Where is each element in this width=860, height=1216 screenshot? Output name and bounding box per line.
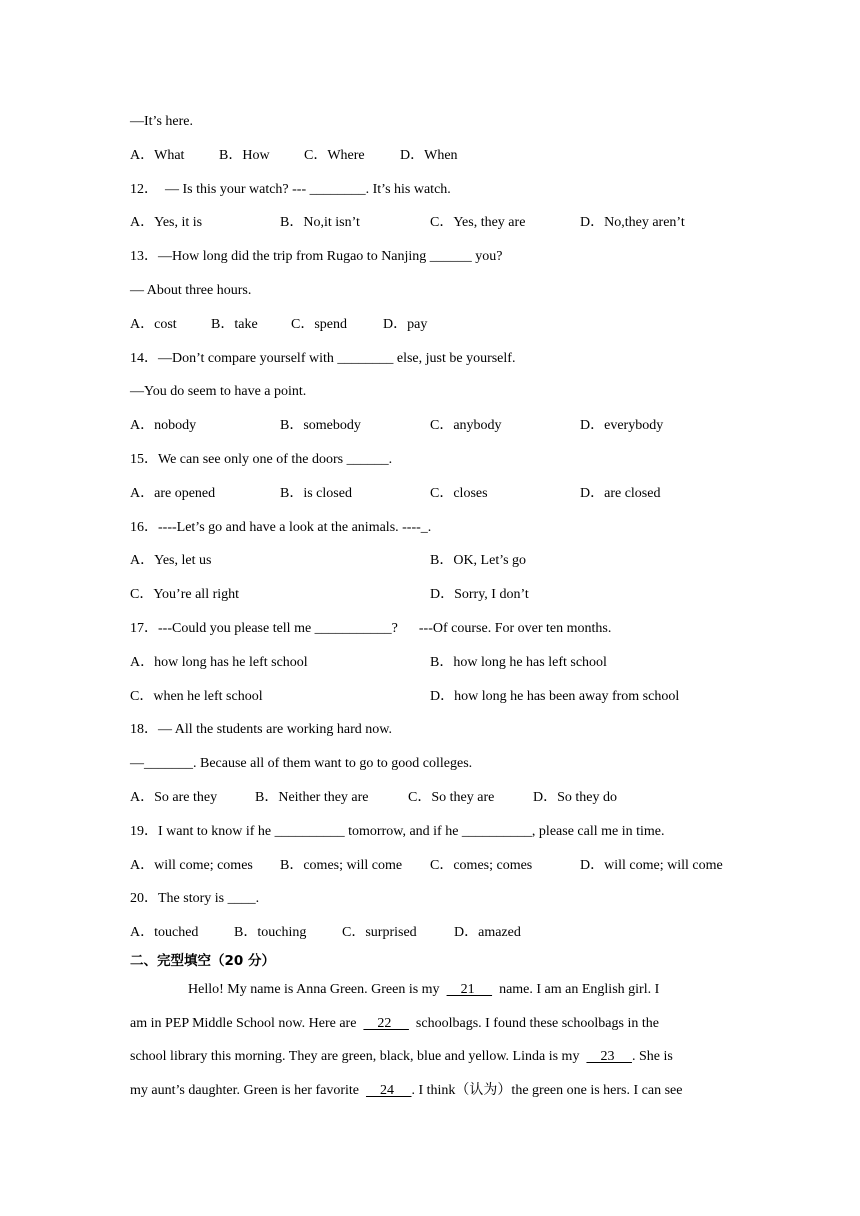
option-a: A．So are they [130, 790, 218, 805]
option-b: B．take [211, 317, 258, 332]
blank-21: 21 [446, 982, 493, 997]
option-a: A．Yes, it is [130, 215, 203, 230]
option-a: A．nobody [130, 418, 197, 433]
question-20-stem: 20．The story is ____. [130, 891, 260, 906]
cloze-text: Hello! My name is Anna Green. Green is my [188, 982, 447, 997]
option-c: C．surprised [342, 925, 417, 940]
option-c: C．comes; comes [430, 858, 533, 873]
option-d: D．are closed [580, 486, 661, 501]
option-a: A．how long has he left school [130, 655, 308, 670]
question-15-stem: 15．We can see only one of the doors ______. [130, 452, 393, 467]
option-a: A．cost [130, 317, 177, 332]
section-title: 二、完型填空（20 分） [130, 953, 275, 969]
option-d: D．So they do [533, 790, 617, 805]
option-a: A．What [130, 148, 185, 163]
option-c: C．when he left school [130, 689, 263, 704]
option-a: A．will come; comes [130, 858, 253, 873]
blank-23: 23 [586, 1049, 632, 1064]
question-18-stem: 18．— All the students are working hard now. [130, 722, 392, 737]
question-13-reply: — About three hours. [130, 283, 252, 298]
cloze-line-4 [130, 1082, 682, 1100]
question-14-stem: 14．—Don’t compare yourself with ________ else, just be yourself. [130, 351, 516, 366]
cloze-text: . She is [631, 1049, 673, 1064]
question-17-stem: 17．---Could you please tell me ___________? ---Of course. For over ten months. [130, 621, 612, 636]
option-d: D．how long he has been away from school [430, 689, 680, 704]
cloze-text: my aunt’s daughter. Green is her favorite [130, 1083, 366, 1098]
option-b: B．is closed [280, 486, 352, 501]
question-12-stem: 12． — Is this your watch? --- ________. It’s his watch. [130, 182, 451, 197]
option-b: B．touching [234, 925, 307, 940]
question-16-stem: 16．----Let’s go and have a look at the animals. ----_. [130, 520, 432, 535]
option-d: D．will come; will come [580, 858, 723, 873]
option-d: D．everybody [580, 418, 664, 433]
option-d: D．amazed [454, 925, 521, 940]
option-a: A．Yes, let us [130, 553, 212, 568]
cloze-line-2 [130, 1015, 659, 1033]
cloze-text: name. I am an English girl. I [492, 982, 660, 997]
option-c: C．You’re all right [130, 587, 240, 602]
option-b: B．OK, Let’s go [430, 553, 527, 568]
option-b: B．how long he has left school [430, 655, 607, 670]
question-14-reply: —You do seem to have a point. [130, 384, 307, 399]
question-19-stem: 19．I want to know if he __________ tomorrow, and if he __________, please call me in time. [130, 824, 665, 839]
option-a: A．are opened [130, 486, 216, 501]
cloze-text: . I think（认为）the green one is hers. I can see [411, 1083, 683, 1098]
blank-22: 22 [363, 1016, 409, 1031]
blank-24: 24 [365, 1083, 412, 1098]
option-c: C．Where [304, 148, 365, 163]
option-b: B．somebody [280, 418, 361, 433]
option-c: C．anybody [430, 418, 502, 433]
option-b: B．How [219, 148, 270, 163]
option-b: B．comes; will come [280, 858, 403, 873]
option-d: D．No,they aren’t [580, 215, 685, 230]
option-d: D．Sorry, I don’t [430, 587, 529, 602]
option-c: C．So they are [408, 790, 495, 805]
cloze-line-1 [188, 981, 659, 999]
option-b: B．No,it isn’t [280, 215, 360, 230]
prev-answer-line: —It’s here. [130, 114, 193, 129]
option-c: C．Yes, they are [430, 215, 526, 230]
cloze-line-3 [130, 1048, 673, 1066]
cloze-text: am in PEP Middle School now. Here are [130, 1016, 364, 1031]
option-d: D．pay [383, 317, 428, 332]
option-c: C．spend [291, 317, 347, 332]
question-18-reply: —_______. Because all of them want to go to good colleges. [130, 756, 473, 771]
option-d: D．When [400, 148, 458, 163]
cloze-text: schoolbags. I found these schoolbags in the [408, 1016, 659, 1031]
option-a: A．touched [130, 925, 199, 940]
question-13-stem: 13．—How long did the trip from Rugao to Nanjing ______ you? [130, 249, 503, 264]
cloze-text: school library this morning. They are green, black, blue and yellow. Linda is my [130, 1049, 587, 1064]
option-c: C．closes [430, 486, 488, 501]
option-b: B．Neither they are [255, 790, 369, 805]
